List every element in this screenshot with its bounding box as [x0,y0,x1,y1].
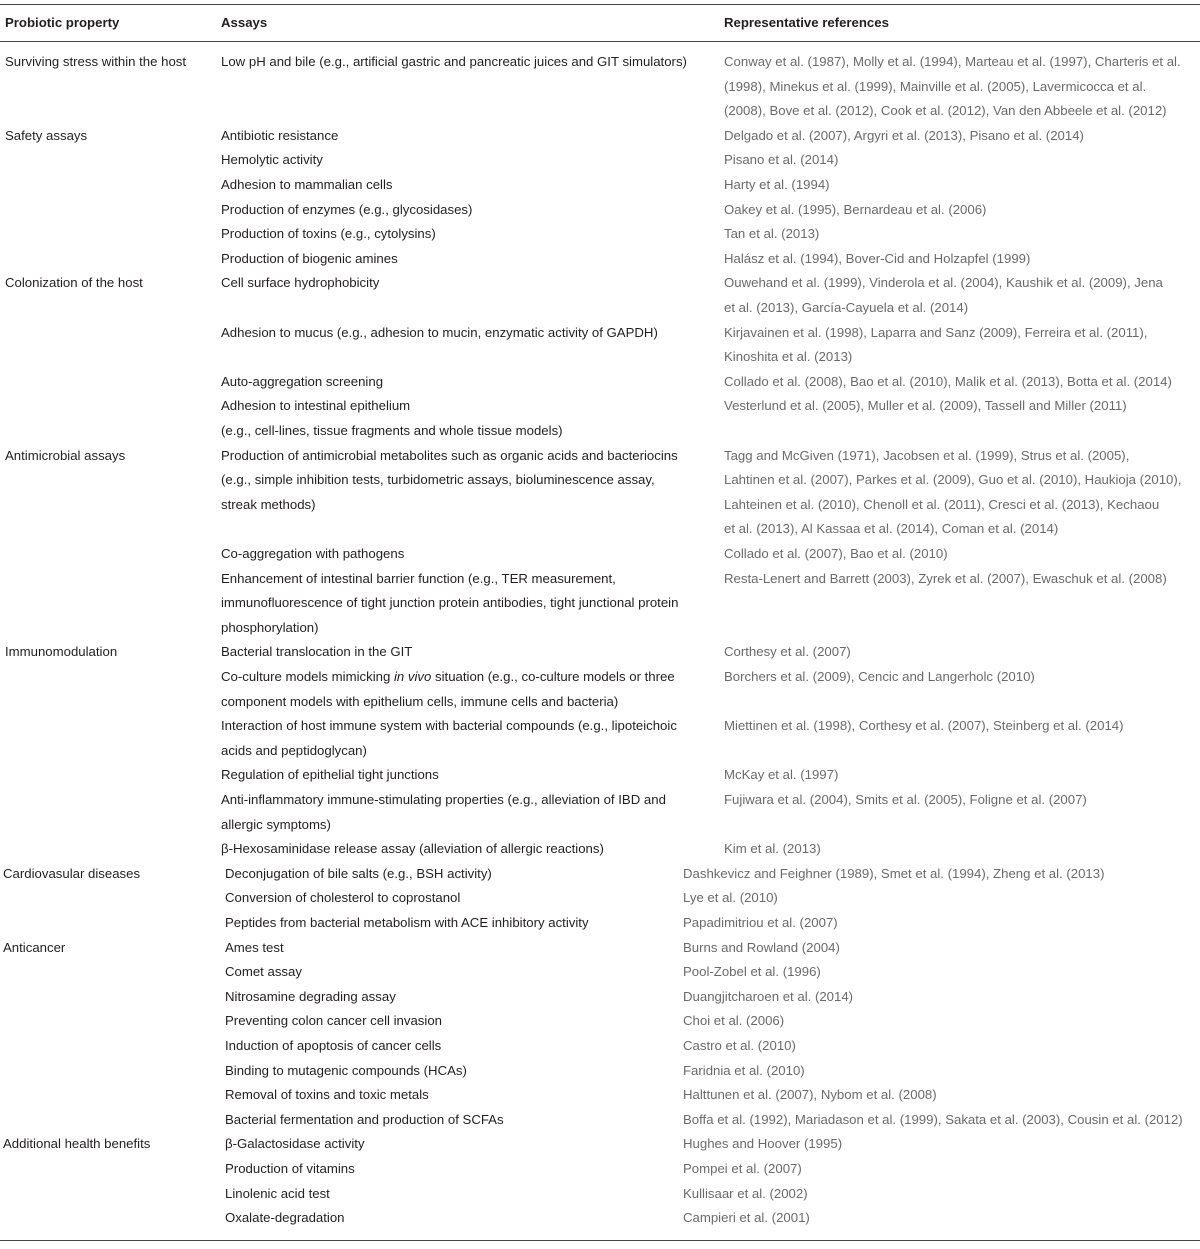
reference-cell [724,542,948,567]
reference-cell-line: Kirjavainen et al. (1998), Laparra and Sanz (2009), Ferreira et al. (2011), [724,324,1148,340]
property-cell-line: Cardiovasular diseases [3,865,141,881]
reference-cell-line: Lahteinen et al. (2010), Chenoll et al. (2011), Cresci et al. (2013), Kechaou [724,496,1160,512]
property-cell-line: Antimicrobial assays [5,447,126,463]
assay-cell-line: Oxalate-degradation [225,1210,345,1226]
property-cell-line: Immunomodulation [5,644,118,660]
assay-cell-line: Antibiotic resistance [221,127,339,143]
reference-cell-line: Papadimitriou et al. (2007) [683,915,838,930]
reference-cell-line: Conway et al. (1987), Molly et al. (1994), Marteau et al. (1997), Charteris et al. [724,54,1181,69]
assay-tail-text: situation (e.g., co-culture models or three [431,669,675,684]
reference-cell [683,911,838,936]
reference-cell [683,1108,1183,1133]
assay-cell [221,665,675,714]
assay-cell [221,148,323,173]
assay-cell [225,960,302,985]
reference-cell-line: Kim et al. (2013) [724,841,821,857]
reference-cell-line: Pool-Zobel et al. (1996) [683,964,821,980]
property-cell [5,50,186,75]
assay-cell [221,321,658,346]
reference-cell-line: Tagg and McGiven (1971), Jacobsen et al. (1999), Strus et al. (2005), [724,447,1130,463]
assay-cell-line: Adhesion to mammalian cells [221,177,393,192]
assay-cell [225,1059,467,1084]
assay-cell-line: Co-culture models mimicking in vivo situation (e.g., co-culture models or three [221,669,675,684]
assay-cell-line: Production of enzymes (e.g., glycosidases) [221,201,473,217]
reference-cell [724,148,838,173]
reference-cell-line: Pisano et al. (2014) [724,152,839,168]
reference-cell-line: Halász et al. (1994), Bover-Cid and Holzapfel (1999) [724,250,1031,266]
reference-cell [724,247,1030,272]
assay-cell [221,542,404,567]
assay-cell-line: (e.g., cell-lines, tissue fragments and whole tissue models) [221,422,563,438]
assay-cell-line: Auto-aggregation screening [221,373,384,389]
assay-cell [225,1132,365,1157]
reference-cell-line: Tan et al. (2013) [724,226,820,242]
assay-cell [225,911,589,936]
assay-cell-line: Conversion of cholesterol to coprostanol [225,890,461,906]
reference-cell [724,665,1035,690]
assay-cell-line: Induction of apoptosis of cancer cells [225,1038,442,1053]
reference-cell [683,960,821,985]
assay-cell [221,714,677,763]
reference-cell-line: Castro et al. (2010) [683,1038,796,1053]
assay-cell-line: Interaction of host immune system with bacterial compounds (e.g., lipoteichoic [221,718,677,734]
assay-cell [221,394,563,443]
assay-cell-line: Peptides from bacterial metabolism with ACE inhibitory activity [225,915,589,930]
assay-cell [221,271,379,296]
reference-cell-line: (2008), Bove et al. (2012), Cook et al. (2012), Van den Abbeele et al. (2012) [724,103,1167,119]
reference-cell-line: Campieri et al. (2001) [683,1210,810,1226]
reference-cell-line: Faridnia et al. (2010) [683,1062,805,1078]
assay-cell-line: Nitrosamine degrading assay [225,988,396,1004]
assay-cell-line: allergic symptoms) [221,816,331,832]
property-cell-line: Safety assays [5,127,88,143]
reference-cell [683,936,840,961]
assay-cell-line: Hemolytic activity [221,152,323,168]
assay-cell-line: Regulation of epithelial tight junctions [221,767,439,783]
assay-cell-line: Deconjugation of bile salts (e.g., BSH activity) [225,865,492,881]
reference-cell [724,444,1181,542]
assay-cell-line: Production of toxins (e.g., cytolysins) [221,226,436,242]
assay-cell-line: Removal of toxins and toxic metals [225,1087,429,1103]
reference-cell [683,1132,842,1157]
reference-cell [724,640,851,665]
reference-cell-line: Lye et al. (2010) [683,890,778,906]
reference-cell-line: Delgado et al. (2007), Argyri et al. (2013), Pisano et al. (2014) [724,127,1084,143]
reference-cell [724,124,1084,149]
reference-cell-line: Harty et al. (1994) [724,177,830,192]
reference-cell-line: (1998), Minekus et al. (1999), Mainville et al. (2005), Lavermicocca et al. [724,78,1147,94]
assay-cell-line: Comet assay [225,964,302,980]
reference-cell [724,763,838,788]
reference-cell-line: Fujiwara et al. (2004), Smits et al. (2005), Foligne et al. (2007) [724,792,1087,807]
reference-cell-line: Collado et al. (2008), Bao et al. (2010), Malik et al. (2013), Botta et al. (2014) [724,373,1172,389]
reference-cell-line: Pompei et al. (2007) [683,1161,802,1176]
assay-cell [221,837,604,862]
reference-cell-line: Oakey et al. (1995), Bernardeau et al. (2006) [724,201,987,217]
reference-cell-line: Lahtinen et al. (2007), Parkes et al. (2009), Guo et al. (2010), Haukioja (2010), [724,472,1182,488]
reference-cell-line: et al. (2013), Al Kassaa et al. (2014), Coman et al. (2014) [724,521,1059,537]
property-cell-line: Additional health benefits [3,1136,151,1152]
assay-cell [225,1206,345,1231]
assay-cell-line: Linolenic acid test [225,1185,330,1201]
reference-cell [724,222,819,247]
reference-cell-line: Borchers et al. (2009), Cencic and Langerholc (2010) [724,669,1035,684]
property-cell-line: Anticancer [3,939,66,955]
property-cell [3,936,65,961]
assay-cell [225,1157,355,1182]
reference-cell [683,886,778,911]
property-cell [3,862,140,887]
reference-cell [724,788,1087,813]
reference-cell-line: Halttunen et al. (2007), Nybom et al. (2008) [683,1087,937,1103]
property-cell-line: Surviving stress within the host [5,54,187,69]
assay-cell-line: Production of antimicrobial metabolites such as organic acids and bacteriocins [221,447,678,463]
assay-cell-line: streak methods) [221,496,316,512]
reference-cell-line: Ouwehand et al. (1999), Vinderola et al. (2004), Kaushik et al. (2009), Jena [724,275,1163,291]
assay-cell-line: Bacterial translocation in the GIT [221,644,413,660]
assay-cell-line: Enhancement of intestinal barrier function (e.g., TER measurement, [221,570,616,586]
assay-cell [225,886,460,911]
bottom-rule [0,1240,1200,1241]
assay-cell [221,50,687,75]
reference-cell-line: Duangjitcharoen et al. (2014) [683,988,854,1004]
reference-cell-line: Choi et al. (2006) [683,1013,785,1029]
top-rule [0,4,1200,5]
assay-cell [225,1108,504,1133]
assay-cell-line: Cell surface hydrophobicity [221,275,380,291]
reference-cell-line: Miettinen et al. (1998), Corthesy et al. (2007), Steinberg et al. (2014) [724,718,1124,734]
assay-cell [221,370,383,395]
reference-cell [683,1157,802,1182]
reference-cell [724,198,986,223]
reference-cell [724,567,1167,592]
reference-cell [724,714,1124,739]
reference-cell-line: Collado et al. (2007), Bao et al. (2010) [724,546,948,561]
assay-cell-line: acids and peptidoglycan) [221,742,367,758]
assay-cell [221,788,666,837]
reference-cell [724,321,1147,370]
reference-cell-line: Kinoshita et al. (2013) [724,349,853,365]
assay-cell-line: Production of biogenic amines [221,250,398,266]
assay-cell [221,640,412,665]
reference-cell-line: Burns and Rowland (2004) [683,939,840,955]
reference-cell-line: Kullisaar et al. (2002) [683,1185,808,1201]
reference-cell [683,1059,805,1084]
assay-cell [225,1009,442,1034]
reference-cell [683,1009,784,1034]
assay-cell [221,124,338,149]
assay-cell-line: Bacterial fermentation and production of SCFAs [225,1111,504,1127]
reference-cell [683,862,1105,887]
property-cell [5,444,125,469]
reference-cell [724,173,830,198]
reference-cell-line: Hughes and Hoover (1995) [683,1136,843,1152]
assay-cell [225,985,396,1010]
header-rule [0,41,1200,42]
assay-cell [221,222,436,247]
assay-cell [221,198,472,223]
assay-cell [225,936,284,961]
assay-cell-line: Binding to mutagenic compounds (HCAs) [225,1062,467,1078]
assay-cell [225,1182,330,1207]
assay-cell [221,763,439,788]
assay-cell [225,1083,429,1108]
assay-cell-line: component models with epithelium cells, immune cells and bacteria) [221,693,619,709]
assay-cell-line: β-Hexosaminidase release assay (alleviation of allergic reactions) [221,841,604,857]
reference-cell [683,1206,810,1231]
reference-cell-line: Vesterlund et al. (2005), Muller et al. (2009), Tassell and Miller (2011) [724,398,1127,414]
reference-cell-line: McKay et al. (1997) [724,767,839,783]
reference-cell-line: Boffa et al. (1992), Mariadason et al. (1999), Sakata et al. (2003), Cousin et al. (2012) [683,1111,1183,1127]
reference-cell [724,370,1172,395]
assay-cell [225,1034,441,1059]
property-cell [5,271,143,296]
property-cell-line: Colonization of the host [5,275,143,291]
reference-cell [724,837,821,862]
reference-cell-line: et al. (2013), García-Cayuela et al. (2014) [724,299,969,315]
assay-cell-line: Adhesion to intestinal epithelium [221,398,411,414]
assay-italic-text: in vivo [393,669,432,684]
assay-cell-line: Ames test [225,939,284,955]
reference-cell [724,394,1127,419]
reference-cell [724,50,1181,124]
reference-cell [724,271,1163,320]
reference-cell [683,1182,808,1207]
assay-cell [221,444,678,518]
header-assays: Assays [221,15,268,30]
reference-cell [683,1083,937,1108]
property-cell [3,1132,150,1157]
assay-cell-line: Adhesion to mucus (e.g., adhesion to mucin, enzymatic activity of GAPDH) [221,324,658,340]
assay-cell-line: β-Galactosidase activity [225,1136,365,1152]
reference-cell-line: Corthesy et al. (2007) [724,644,851,660]
assay-cell-line: Co-aggregation with pathogens [221,546,405,561]
assay-cell [221,247,398,272]
reference-cell-line: Dashkevicz and Feighner (1989), Smet et al. (1994), Zheng et al. (2013) [683,865,1105,881]
assay-cell-line: Preventing colon cancer cell invasion [225,1013,442,1029]
assay-cell [221,173,393,198]
assay-cell [221,567,678,641]
assay-cell-line: (e.g., simple inhibition tests, turbidometric assays, bioluminescence assay, [221,472,655,488]
header-representative-references: Representative references [724,15,889,30]
reference-cell [683,1034,796,1059]
property-cell [5,640,117,665]
property-cell [5,124,87,149]
assay-cell-line: phosphorylation) [221,619,319,635]
reference-cell [683,985,853,1010]
assay-cell-line: immunofluorescence of tight junction protein antibodies, tight junctional protein [221,595,679,611]
assay-cell-line: Anti-inflammatory immune-stimulating properties (e.g., alleviation of IBD and [221,792,666,807]
assay-cell-line: Low pH and bile (e.g., artificial gastric and pancreatic juices and GIT simulators) [221,54,687,69]
header-probiotic-property: Probiotic property [5,15,120,30]
assay-cell-line: Production of vitamins [225,1161,355,1176]
reference-cell-line: Resta-Lenert and Barrett (2003), Zyrek et al. (2007), Ewaschuk et al. (2008) [724,570,1167,586]
assay-cell [225,862,492,887]
